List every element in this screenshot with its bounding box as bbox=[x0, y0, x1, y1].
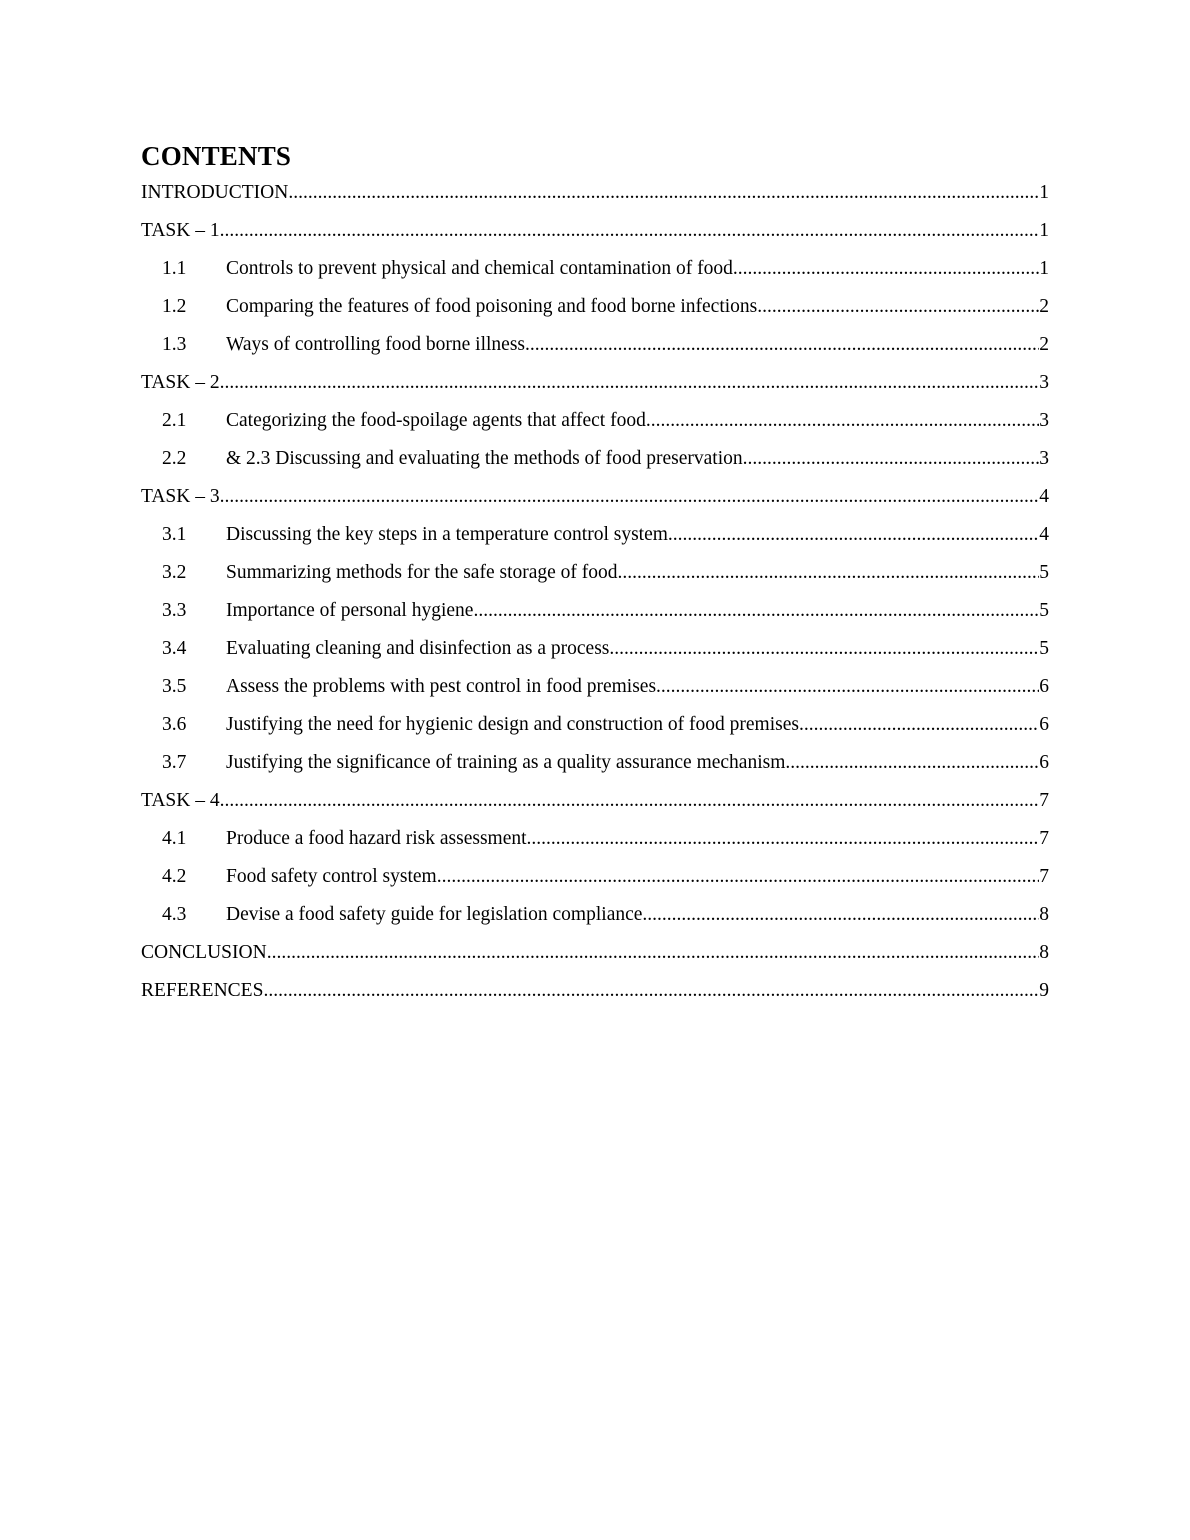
toc-entry[interactable] bbox=[141, 258, 1049, 296]
toc-entry-label: Ways of controlling food borne illness bbox=[226, 334, 526, 355]
toc-entry-label: Importance of personal hygiene bbox=[226, 600, 474, 621]
toc-entry-label: TASK – 1 bbox=[141, 220, 220, 241]
toc-entry-label: Devise a food safety guide for legislation compliance bbox=[226, 904, 643, 925]
toc-entry-label: Controls to prevent physical and chemical contamination of food bbox=[226, 258, 733, 279]
toc-entry[interactable] bbox=[141, 524, 1049, 562]
toc-entry-page-number: 5 bbox=[1039, 600, 1049, 621]
toc-entry-page-number: 7 bbox=[1039, 866, 1049, 887]
toc-dot-leader bbox=[263, 980, 1039, 1002]
toc-entry-label: CONCLUSION bbox=[141, 942, 267, 963]
toc-dot-leader bbox=[757, 296, 1039, 318]
toc-entry-number: 4.2 bbox=[162, 866, 187, 887]
toc-entry[interactable] bbox=[141, 714, 1049, 752]
toc-entry-page-number: 6 bbox=[1039, 752, 1049, 773]
toc-entry-label: & 2.3 Discussing and evaluating the methods of food preservation bbox=[226, 448, 743, 469]
toc-dot-leader bbox=[646, 410, 1039, 432]
toc-dot-leader bbox=[668, 524, 1039, 546]
toc-dot-leader bbox=[618, 562, 1040, 584]
toc-entry-page-number: 4 bbox=[1039, 486, 1049, 507]
toc-entry-number: 4.3 bbox=[162, 904, 187, 925]
toc-dot-leader bbox=[642, 904, 1039, 926]
toc-entry-page-number: 8 bbox=[1039, 942, 1049, 963]
toc-entry[interactable] bbox=[141, 828, 1049, 866]
toc-entry-label: TASK – 2 bbox=[141, 372, 220, 393]
toc-entry-number: 3.4 bbox=[162, 638, 187, 659]
toc-entry-number: 1.2 bbox=[162, 296, 187, 317]
toc-dot-leader bbox=[799, 714, 1039, 736]
toc-entry[interactable] bbox=[141, 942, 1049, 980]
toc-dot-leader bbox=[733, 258, 1039, 280]
toc-entry-label: Evaluating cleaning and disinfection as a process bbox=[226, 638, 610, 659]
toc-entry-page-number: 4 bbox=[1039, 524, 1049, 545]
toc-entry[interactable] bbox=[141, 904, 1049, 942]
toc-entry[interactable] bbox=[141, 790, 1049, 828]
toc-dot-leader bbox=[743, 448, 1040, 470]
contents-heading: CONTENTS bbox=[141, 141, 292, 171]
toc-dot-leader bbox=[609, 638, 1039, 660]
toc-entry-page-number: 3 bbox=[1039, 410, 1049, 431]
toc-entry-label: Food safety control system bbox=[226, 866, 437, 887]
toc-entry[interactable] bbox=[141, 562, 1049, 600]
toc-dot-leader bbox=[220, 790, 1040, 812]
toc-entry[interactable] bbox=[141, 410, 1049, 448]
toc-entry[interactable] bbox=[141, 448, 1049, 486]
toc-entry-page-number: 3 bbox=[1039, 448, 1049, 469]
toc-entry-page-number: 5 bbox=[1039, 638, 1049, 659]
toc-entry-label: INTRODUCTION bbox=[141, 182, 289, 203]
toc-entry-page-number: 7 bbox=[1039, 790, 1049, 811]
toc-entry-page-number: 1 bbox=[1039, 220, 1049, 241]
toc-entry-page-number: 8 bbox=[1039, 904, 1049, 925]
toc-entry-label: Justifying the significance of training as a quality assurance mechanism bbox=[226, 752, 786, 773]
toc-entry[interactable] bbox=[141, 220, 1049, 258]
table-of-contents bbox=[141, 182, 1049, 1018]
toc-entry-number: 3.5 bbox=[162, 676, 187, 697]
toc-dot-leader bbox=[220, 486, 1040, 508]
toc-entry-number: 3.1 bbox=[162, 524, 187, 545]
toc-dot-leader bbox=[220, 220, 1040, 242]
toc-entry-label: Justifying the need for hygienic design and construction of food premises bbox=[226, 714, 799, 735]
toc-entry-number: 2.1 bbox=[162, 410, 187, 431]
toc-entry-number: 4.1 bbox=[162, 828, 187, 849]
toc-entry-label: TASK – 4 bbox=[141, 790, 220, 811]
toc-entry-number: 1.1 bbox=[162, 258, 187, 279]
toc-entry-page-number: 1 bbox=[1039, 182, 1049, 203]
toc-entry-page-number: 6 bbox=[1039, 676, 1049, 697]
toc-entry-label: Assess the problems with pest control in food premises bbox=[226, 676, 657, 697]
toc-entry-label: Categorizing the food-spoilage agents that affect food bbox=[226, 410, 646, 431]
toc-dot-leader bbox=[220, 372, 1040, 394]
toc-entry-page-number: 2 bbox=[1039, 334, 1049, 355]
toc-entry-label: Produce a food hazard risk assessment bbox=[226, 828, 527, 849]
toc-entry[interactable] bbox=[141, 372, 1049, 410]
toc-entry[interactable] bbox=[141, 334, 1049, 372]
toc-entry-label: Discussing the key steps in a temperature control system bbox=[226, 524, 668, 545]
toc-entry[interactable] bbox=[141, 296, 1049, 334]
toc-dot-leader bbox=[288, 182, 1039, 204]
toc-entry-page-number: 7 bbox=[1039, 828, 1049, 849]
toc-entry[interactable] bbox=[141, 182, 1049, 220]
toc-entry-label: Comparing the features of food poisoning and food borne infections bbox=[226, 296, 758, 317]
toc-entry-page-number: 6 bbox=[1039, 714, 1049, 735]
toc-dot-leader bbox=[437, 866, 1040, 888]
toc-entry-number: 3.2 bbox=[162, 562, 187, 583]
toc-dot-leader bbox=[785, 752, 1039, 774]
toc-entry-label: Summarizing methods for the safe storage of food bbox=[226, 562, 618, 583]
toc-entry[interactable] bbox=[141, 638, 1049, 676]
toc-entry-page-number: 9 bbox=[1039, 980, 1049, 1001]
toc-entry[interactable] bbox=[141, 752, 1049, 790]
toc-dot-leader bbox=[525, 334, 1039, 356]
toc-entry[interactable] bbox=[141, 600, 1049, 638]
toc-entry[interactable] bbox=[141, 866, 1049, 904]
toc-dot-leader bbox=[656, 676, 1039, 698]
toc-entry-label: TASK – 3 bbox=[141, 486, 220, 507]
toc-entry[interactable] bbox=[141, 676, 1049, 714]
toc-entry-page-number: 5 bbox=[1039, 562, 1049, 583]
toc-dot-leader bbox=[527, 828, 1040, 850]
toc-entry[interactable] bbox=[141, 486, 1049, 524]
toc-entry-page-number: 3 bbox=[1039, 372, 1049, 393]
toc-dot-leader bbox=[473, 600, 1039, 622]
toc-entry-number: 1.3 bbox=[162, 334, 187, 355]
toc-entry-number: 3.7 bbox=[162, 752, 187, 773]
toc-entry-label: REFERENCES bbox=[141, 980, 264, 1001]
toc-entry-number: 3.6 bbox=[162, 714, 187, 735]
toc-entry[interactable] bbox=[141, 980, 1049, 1018]
toc-entry-page-number: 2 bbox=[1039, 296, 1049, 317]
toc-dot-leader bbox=[267, 942, 1040, 964]
document-page bbox=[141, 138, 1049, 1018]
toc-entry-number: 3.3 bbox=[162, 600, 187, 621]
toc-entry-number: 2.2 bbox=[162, 448, 187, 469]
toc-entry-page-number: 1 bbox=[1039, 258, 1049, 279]
